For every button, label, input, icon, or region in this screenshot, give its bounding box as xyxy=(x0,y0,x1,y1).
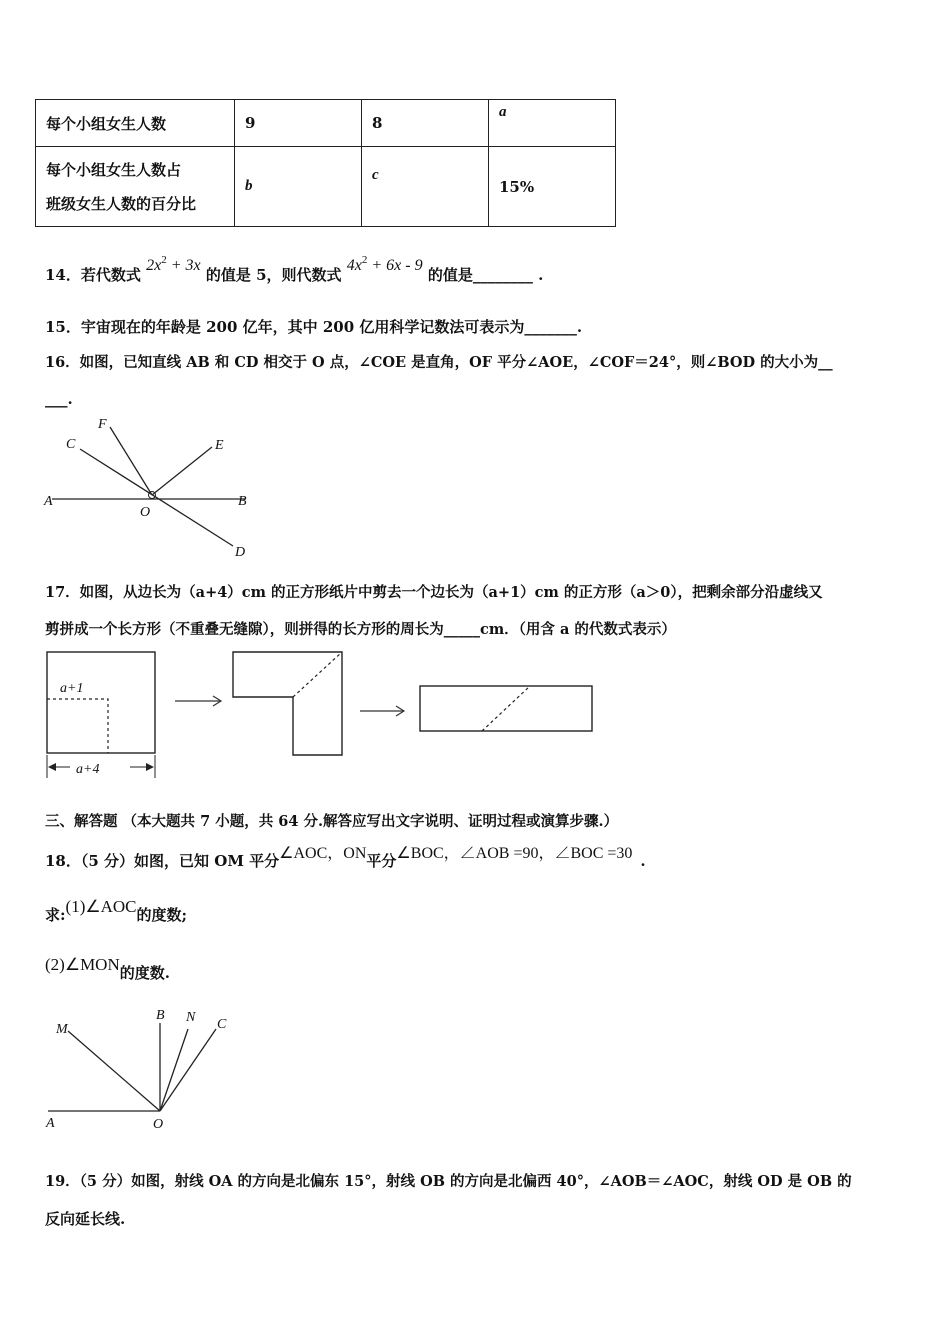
question-17-line1: 17．如图，从边长为（a+4）cm 的正方形纸片中剪去一个边长为（a+1）cm 的正方形（a＞0），把剩余部分沿虚线又 xyxy=(45,584,823,601)
q18-prefix: 18．（5 分）如图，已知 OM 平分 xyxy=(45,852,280,870)
label-f: F xyxy=(98,417,107,432)
q18-ask-1 xyxy=(45,896,188,924)
label-b: B xyxy=(238,494,247,509)
q18-ask2-math: (2)∠MON xyxy=(45,955,120,974)
line-cd xyxy=(80,449,233,546)
question-16-line1: 16．如图，已知直线 AB 和 CD 相交于 O 点，∠COE 是直角，OF 平分∠AOE，∠COF＝24°，则∠BOD 的大小为__ xyxy=(45,354,833,371)
ray-oc xyxy=(160,1029,216,1111)
label-a: A xyxy=(44,494,53,509)
question-18 xyxy=(45,840,646,870)
label-a: A xyxy=(46,1116,55,1131)
table-cell xyxy=(36,147,235,227)
table-cell: a xyxy=(489,100,616,147)
q14-expr2-a: 4x xyxy=(346,257,362,274)
table-row xyxy=(36,100,616,147)
label-o: O xyxy=(140,505,151,520)
label-n: N xyxy=(186,1010,196,1025)
table-cell: c xyxy=(362,147,489,227)
question-14 xyxy=(45,254,544,285)
question-15: 15．宇宙现在的年龄是 200 亿年，其中 200 亿用科学记数法可表示为_______. xyxy=(45,318,583,336)
q18-figure xyxy=(40,1005,240,1135)
q16-figure xyxy=(40,410,260,565)
table-cell: 8 xyxy=(362,100,489,147)
outer-square xyxy=(47,652,155,753)
q14-expr1 xyxy=(146,254,201,274)
ray-on xyxy=(160,1029,188,1111)
q18-ask2-text: 的度数. xyxy=(119,964,170,982)
question-17-line2: 剪拼成一个长方形（不重叠无缝隙），则拼得的长方形的周长为_____cm．（用含 a 的代数式表示） xyxy=(45,621,676,638)
q14-prefix: 14．若代数式 xyxy=(45,266,141,284)
section-3-heading: 三、解答题 （本大题共 7 小题，共 64 分.解答应写出文字说明、证明过程或演算步骤.） xyxy=(45,813,619,830)
q14-expr1-a: 2x xyxy=(146,257,162,274)
table-cell: 15% xyxy=(489,147,616,227)
label-m: M xyxy=(56,1022,68,1037)
question-19-line1: 19．（5 分）如图，射线 OA 的方向是北偏东 15°，射线 OB 的方向是北偏西 40°，∠AOB＝∠AOC，射线 OD 是 OB 的 xyxy=(45,1173,852,1190)
dim-arrow-right xyxy=(146,763,154,771)
table-cell-line: 每个小组女生人数占 xyxy=(46,160,182,179)
label-o: O xyxy=(153,1117,164,1132)
ray-of xyxy=(110,427,152,495)
q14-expr1-b: + 3x xyxy=(166,257,201,274)
dim-arrow-left xyxy=(48,763,56,771)
q18-ask-2 xyxy=(45,954,170,982)
q14-expr2-sup: 2 xyxy=(361,254,368,266)
ray-oe xyxy=(152,447,212,495)
label-c: C xyxy=(217,1017,227,1032)
table-row xyxy=(36,147,616,227)
ray-om xyxy=(68,1031,160,1111)
table-cell-line: 班级女生人数的百分比 xyxy=(46,194,197,213)
q14-suffix: 的值是________ . xyxy=(427,266,544,284)
q18-ask1-text: 的度数; xyxy=(136,906,188,924)
q14-expr2 xyxy=(346,254,423,274)
outer-label: a+4 xyxy=(76,762,100,777)
inner-label: a+1 xyxy=(60,681,84,696)
question-16-line2: ___. xyxy=(45,390,73,408)
q14-expr1-sup: 2 xyxy=(161,254,167,266)
data-table xyxy=(35,99,616,227)
label-c: C xyxy=(66,437,76,452)
table-cell: 9 xyxy=(235,100,362,147)
table-cell: 每个小组女生人数 xyxy=(36,100,235,147)
q18-math-1: ∠AOC，ON xyxy=(279,845,367,862)
rectangle-cut xyxy=(482,686,530,731)
q18-ask1-math: (1)∠AOC xyxy=(65,897,137,916)
table-cell: b xyxy=(235,147,362,227)
q18-ask-label: 求: xyxy=(45,906,66,924)
l-shape-cut xyxy=(293,652,342,697)
q17-figure xyxy=(40,645,600,785)
q14-expr2-b: + 6x - 9 xyxy=(367,257,423,274)
question-19-line2: 反向延长线. xyxy=(45,1210,126,1228)
label-d: D xyxy=(235,545,246,560)
q18-math-2: ∠BOC，∠AOB =90，∠BOC =30 xyxy=(396,845,633,862)
label-e: E xyxy=(215,438,224,453)
label-b: B xyxy=(156,1008,165,1023)
inner-square-dashed xyxy=(47,699,108,753)
q18-suffix: . xyxy=(640,852,646,870)
q18-mid: 平分 xyxy=(366,852,397,870)
q14-mid: 的值是 5，则代数式 xyxy=(205,266,342,284)
